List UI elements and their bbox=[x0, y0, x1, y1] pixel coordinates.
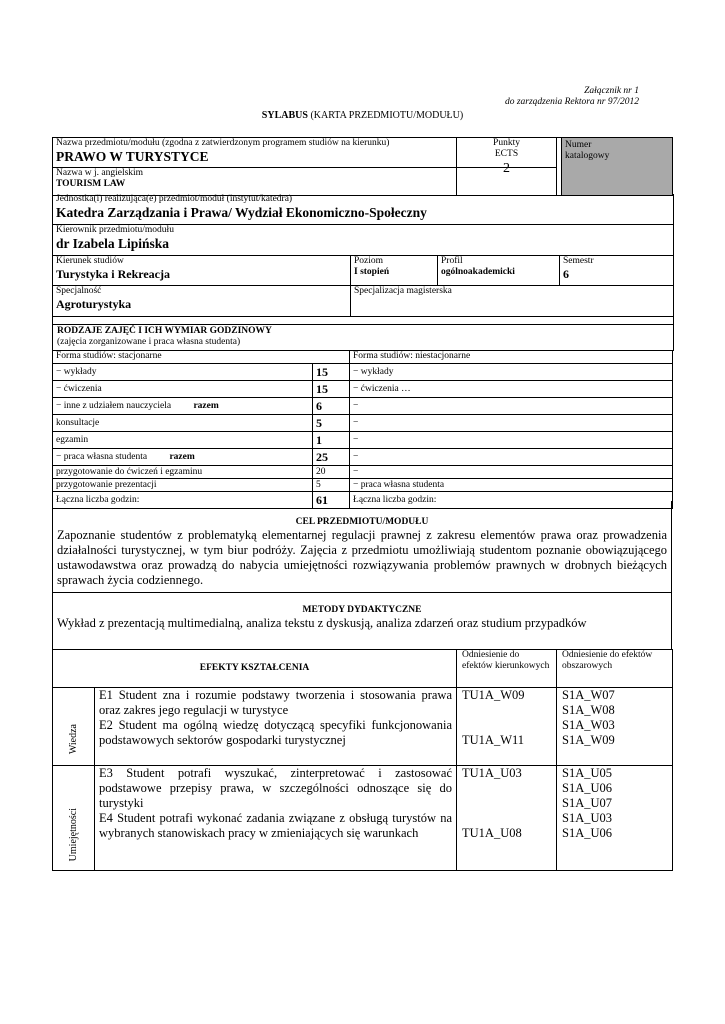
outcome-text: E2 Student ma ogólną wiedzę dotyczącą specyfiki funkcjonowania podstawowych sektorów gospodarki turystycznej bbox=[99, 718, 453, 747]
hours-row bbox=[53, 466, 673, 479]
semester-value: 6 bbox=[563, 267, 569, 281]
knowledge-label: Wiedza bbox=[68, 723, 79, 754]
hours-row bbox=[53, 432, 673, 449]
title-bold: SYLABUS bbox=[261, 110, 308, 121]
catalog-label-1: Numer bbox=[565, 140, 592, 150]
field-outcome-ref: TU1A_W11 bbox=[462, 733, 525, 747]
nonstationary-hours-type: − praca własna studenta bbox=[350, 479, 673, 492]
specialty-value: Agroturystyka bbox=[56, 297, 132, 311]
hours-heading: RODZAJE ZAJĘĆ I ICH WYMIAR GODZINOWY bbox=[57, 326, 272, 336]
area-outcome-ref: S1A_U06 bbox=[562, 826, 613, 840]
english-name: TOURISM LAW bbox=[56, 179, 126, 189]
outcomes-table bbox=[52, 649, 673, 871]
nonstationary-hours-type: − wykłady bbox=[350, 364, 673, 381]
hours-row bbox=[53, 381, 673, 398]
outcomes-heading: EFEKTY KSZTAŁCENIA bbox=[53, 650, 457, 688]
knowledge-outcomes bbox=[95, 688, 457, 766]
knowledge-field-refs bbox=[457, 688, 557, 766]
hours-type-label: przygotowanie prezentacji bbox=[56, 479, 157, 490]
skills-label-cell bbox=[53, 766, 95, 871]
hours-type bbox=[53, 449, 313, 466]
course-head-label: Kierownik przedmiotu/modułu bbox=[56, 225, 174, 235]
ects-label-2: ECTS bbox=[494, 149, 519, 159]
annex-line-2: do zarządzenia Rektora nr 97/2012 bbox=[504, 97, 639, 107]
nonstationary-hours-type: − bbox=[350, 432, 673, 449]
skills-area-refs bbox=[557, 766, 673, 871]
title-rest: (KARTA PRZEDMIOTU/MODUŁU) bbox=[307, 110, 464, 121]
area-outcomes-header: Odniesienie do efektów obszarowych bbox=[557, 650, 673, 688]
field-outcome-ref: TU1A_U08 bbox=[462, 826, 522, 840]
area-outcome-ref: S1A_W08 bbox=[562, 703, 615, 717]
document-title bbox=[0, 110, 725, 121]
outcome-text: E1 Student zna i rozumie podstawy tworzenia i stosowania prawa oraz zakres jego regulacji w turystyce bbox=[99, 688, 453, 717]
specialty-label: Specjalność bbox=[56, 286, 102, 296]
annex-note bbox=[505, 86, 639, 108]
methods-text: Wykład z prezentacją multimedialną, analiza tekstu z dyskusją, analiza zdarzeń oraz studium przypadków bbox=[57, 616, 587, 630]
course-head: dr Izabela Lipińska bbox=[56, 236, 170, 251]
area-outcome-ref: S1A_U06 bbox=[562, 781, 613, 795]
hours-type-bold: razem bbox=[169, 451, 195, 462]
methods-section bbox=[52, 592, 672, 650]
hours-type bbox=[53, 364, 313, 381]
hours-type-label: − inne z udziałem nauczyciela bbox=[56, 400, 174, 411]
hours-row bbox=[53, 364, 673, 381]
stationary-label: Forma studiów: stacjonarne bbox=[53, 351, 350, 364]
knowledge-area-refs bbox=[557, 688, 673, 766]
hours-type-label: konsultacje bbox=[56, 417, 100, 428]
nonstationary-hours-type: − bbox=[350, 398, 673, 415]
nonstationary-hours-type: Łączna liczba godzin: bbox=[350, 492, 673, 509]
area-outcome-ref: S1A_U05 bbox=[562, 766, 613, 780]
field-outcome-ref: TU1A_W09 bbox=[462, 688, 525, 702]
hours-value: 5 bbox=[313, 479, 350, 492]
hours-row bbox=[53, 415, 673, 432]
ects-value: 2 bbox=[503, 161, 510, 176]
level-value: I stopień bbox=[354, 267, 390, 277]
nonstationary-hours-type: − bbox=[350, 466, 673, 479]
hours-table bbox=[52, 350, 673, 509]
catalog-label-2: katalogowy bbox=[565, 151, 610, 161]
hours-value: 15 bbox=[313, 364, 350, 381]
methods-heading: METODY DYDAKTYCZNE bbox=[302, 605, 422, 615]
hours-type-label: − wykłady bbox=[56, 366, 97, 377]
hours-value: 25 bbox=[313, 449, 350, 466]
goal-heading: CEL PRZEDMIOTU/MODUŁU bbox=[295, 517, 429, 527]
outcome-text: E4 Student potrafi wykonać zadania związane z obsługą turystów na wybranych stanowiskach pracy w zmieniających się warunkach bbox=[99, 811, 453, 840]
profile-value: ogólnoakademicki bbox=[441, 267, 515, 277]
knowledge-label-cell bbox=[53, 688, 95, 766]
hours-type bbox=[53, 381, 313, 398]
unit-label: Jednostka(i) realizująca(e) przedmiot/moduł (instytut/katedra) bbox=[56, 194, 293, 204]
unit-name: Katedra Zarządzania i Prawa/ Wydział Ekonomiczno-Społeczny bbox=[56, 205, 427, 220]
hours-type bbox=[53, 432, 313, 449]
hours-type-label: − ćwiczenia bbox=[56, 383, 102, 394]
area-outcome-ref: S1A_U03 bbox=[562, 811, 613, 825]
ects-box bbox=[458, 138, 555, 174]
hours-value: 61 bbox=[313, 492, 350, 509]
ects-label-1: Punkty bbox=[493, 138, 520, 148]
hours-row bbox=[53, 479, 673, 492]
hours-type-label: egzamin bbox=[56, 434, 89, 445]
skills-label: Umiejętności bbox=[68, 807, 79, 861]
goal-text: Zapoznanie studentów z problematyką elementarnej regulacji prawnej z zakresu elementów prawa oraz prowadzenia działalności turystycznej, w tym biur podróży. Zajęcia z przedmiotu umożliwiają studentom poznanie obowiązującego ustawodawstwa oraz prowadzą do nabycia umiejętności rozwiązywania problemów prawnych w drobnych bieżących sprawach życia codziennego. bbox=[57, 528, 667, 587]
hours-subheading: (zajęcia zorganizowane i praca własna studenta) bbox=[57, 337, 241, 347]
skills-field-refs bbox=[457, 766, 557, 871]
hours-type bbox=[53, 398, 313, 415]
hours-type bbox=[53, 466, 313, 479]
english-name-label: Nazwa w j. angielskim bbox=[56, 168, 144, 178]
hours-value: 5 bbox=[313, 415, 350, 432]
skills-outcomes bbox=[95, 766, 457, 871]
course-info-table bbox=[52, 137, 673, 196]
profile-label: Profil bbox=[441, 256, 463, 266]
course-name: PRAWO W TURYSTYCE bbox=[56, 149, 209, 164]
semester-label: Semestr bbox=[563, 256, 594, 266]
nonstationary-hours-type: − bbox=[350, 415, 673, 432]
catalog-number-cell bbox=[562, 138, 673, 196]
area-outcome-ref: S1A_W07 bbox=[562, 688, 615, 702]
field-value: Turystyka i Rekreacja bbox=[56, 267, 170, 281]
level-label: Poziom bbox=[354, 256, 384, 266]
hours-type bbox=[53, 415, 313, 432]
field-outcomes-header: Odniesienie do efektów kierunkowych bbox=[457, 650, 557, 688]
course-details bbox=[52, 194, 674, 325]
hours-value: 15 bbox=[313, 381, 350, 398]
area-outcome-ref: S1A_W03 bbox=[562, 718, 615, 732]
nonstationary-hours-type: − bbox=[350, 449, 673, 466]
hours-type-label: − praca własna studenta bbox=[56, 451, 150, 462]
annex-line-1: Załącznik nr 1 bbox=[584, 86, 639, 96]
outcome-text: E3 Student potrafi wyszukać, zinterpretować i zastosować podstawowe przepisy prawa, w szczególności odnoszące się do turystyki bbox=[99, 766, 453, 810]
master-specialization-label: Specjalizacja magisterska bbox=[354, 286, 452, 296]
hours-row bbox=[53, 398, 673, 415]
goal-section bbox=[52, 501, 672, 593]
hours-value: 6 bbox=[313, 398, 350, 415]
hours-row bbox=[53, 449, 673, 466]
field-outcome-ref: TU1A_U03 bbox=[462, 766, 522, 780]
hours-type-label: przygotowanie do ćwiczeń i egzaminu bbox=[56, 466, 203, 477]
hours-type-label: Łączna liczba godzin: bbox=[56, 494, 140, 505]
nonstationary-hours-type: − ćwiczenia … bbox=[350, 381, 673, 398]
field-label: Kierunek studiów bbox=[56, 256, 124, 266]
hours-type-bold: razem bbox=[193, 400, 219, 411]
area-outcome-ref: S1A_W09 bbox=[562, 733, 615, 747]
nonstationary-label: Forma studiów: niestacjonarne bbox=[350, 351, 673, 364]
course-name-label: Nazwa przedmiotu/modułu (zgodna z zatwierdzonym programem studiów na kierunku) bbox=[56, 138, 390, 148]
hours-value: 20 bbox=[313, 466, 350, 479]
hours-value: 1 bbox=[313, 432, 350, 449]
area-outcome-ref: S1A_U07 bbox=[562, 796, 613, 810]
hours-heading-block bbox=[52, 323, 674, 351]
hours-type bbox=[53, 479, 313, 492]
